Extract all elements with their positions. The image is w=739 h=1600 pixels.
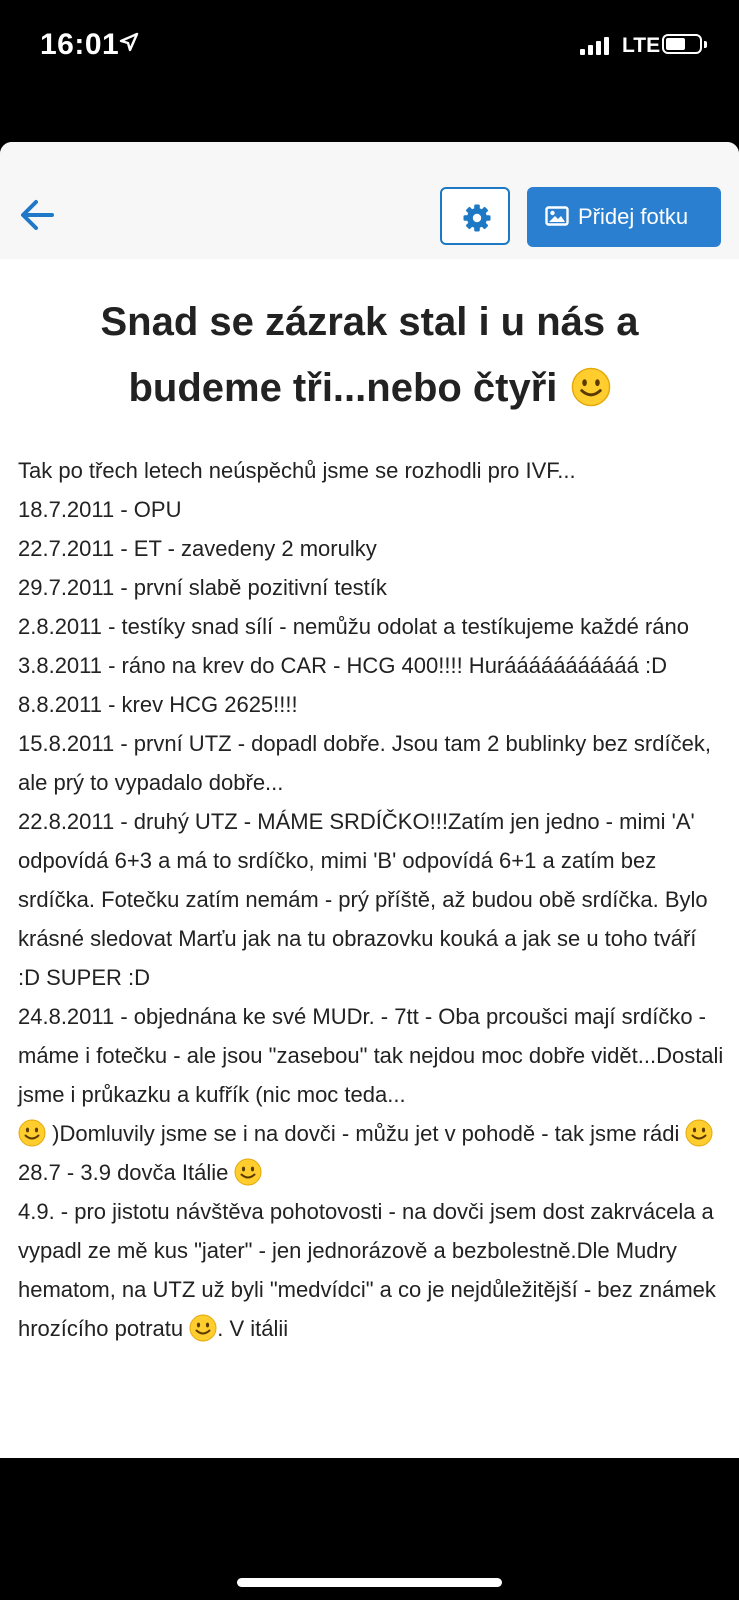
home-indicator[interactable] [237, 1578, 502, 1587]
post-paragraph: 22.8.2011 - druhý UTZ - MÁME SRDÍČKO!!!Zatím jen jedno - mimi 'A' odpovídá 6+3 a má to srdíčko, mimi 'B' odpovídá 6+1 a zatím bez srdíčka. Fotečku zatím nemám - prý příště, až budou obě srdíčka. Bylo krásné sledovat Marťu jak na tu obrazovku kouká a jak se u toho tváří :D SUPER :D [18, 809, 708, 990]
post-paragraph-text: 4.9. - pro jistotu návštěva pohotovosti - na dovči jsem dost zakrvácela a vypadl ze mě kus "jater" - jen jednorázově a bezbolestně.Dle Mudry hematom, na UTZ už byli "medvídci" a co je nejdůležitější - bez známek hrozícího potratu [18, 1199, 716, 1341]
post-content [0, 259, 739, 1458]
network-type: LTE [622, 34, 661, 57]
post-paragraph: 4.9. - pro jistotu návštěva pohotovosti - na dovči jsem dost zakrvácela a vypadl ze mě kus "jater" - jen jednorázově a bezbolestně.Dle Mudry hematom, na UTZ už byli "medvídci" a co je nejdůležitější - bez známek hrozícího potratu . V itálii [18, 1199, 716, 1341]
post-paragraph: 2.8.2011 - testíky snad sílí - nemůžu odolat a testíkujeme každé ráno [18, 614, 689, 639]
smiley-emoji-icon [189, 1314, 217, 1342]
post-paragraph: 15.8.2011 - první UTZ - dopadl dobře. Jsou tam 2 bublinky bez srdíček, ale prý to vypadalo dobře... [18, 731, 711, 795]
post-paragraph-text: )Domluvily jsme se i na dovči - můžu jet v pohodě - tak jsme rádi [52, 1121, 680, 1146]
add-photo-label: Přidej fotku [578, 204, 689, 229]
smiley-emoji-icon [234, 1158, 262, 1186]
post-paragraph-text: 24.8.2011 - objednána ke své MUDr. - 7tt - Oba prcoušci mají srdíčko - máme i fotečku - ale jsou "zasebou" tak nejdou moc dobře vidět...Dostali jsme i průkazku a kufřík (nic moc teda... [18, 1004, 724, 1107]
toolbar [0, 142, 739, 259]
smiley-emoji-icon [685, 1119, 713, 1147]
post-title-text: Snad se zázrak stal i u nás a budeme tři...nebo čtyři [100, 300, 639, 410]
cellular-signal-icon [580, 36, 614, 56]
smiley-emoji-icon [571, 367, 611, 407]
status-bar [0, 0, 739, 90]
post-sheet [0, 142, 739, 1458]
post-paragraph: 8.8.2011 - krev HCG 2625!!!! [18, 692, 298, 717]
post-title [40, 289, 699, 421]
post-paragraph: 18.7.2011 - OPU [18, 497, 182, 522]
location-arrow-icon [119, 32, 139, 52]
gear-icon [462, 203, 492, 233]
post-paragraph [18, 1153, 724, 1192]
back-arrow-icon[interactable] [16, 194, 58, 236]
post-body [18, 451, 724, 1348]
status-time: 16:01 [40, 28, 120, 61]
post-paragraph: 29.7.2011 - první slabě pozitivní testík [18, 575, 387, 600]
smiley-emoji-icon [18, 1119, 46, 1147]
settings-button[interactable] [440, 187, 510, 245]
post-paragraph: Tak po třech letech neúspěchů jsme se rozhodli pro IVF... [18, 458, 576, 483]
battery-icon [662, 34, 702, 54]
post-paragraph: 3.8.2011 - ráno na krev do CAR - HCG 400!!!! Hurááááááááááá :D [18, 653, 667, 678]
post-paragraph-text: 28.7 - 3.9 dovča Itálie [18, 1160, 229, 1185]
post-paragraph: 22.7.2011 - ET - zavedeny 2 morulky [18, 536, 377, 561]
image-icon [545, 206, 569, 226]
add-photo-button[interactable] [527, 187, 721, 247]
post-paragraph [18, 997, 724, 1153]
post-paragraph-text: V itálii [229, 1316, 289, 1341]
